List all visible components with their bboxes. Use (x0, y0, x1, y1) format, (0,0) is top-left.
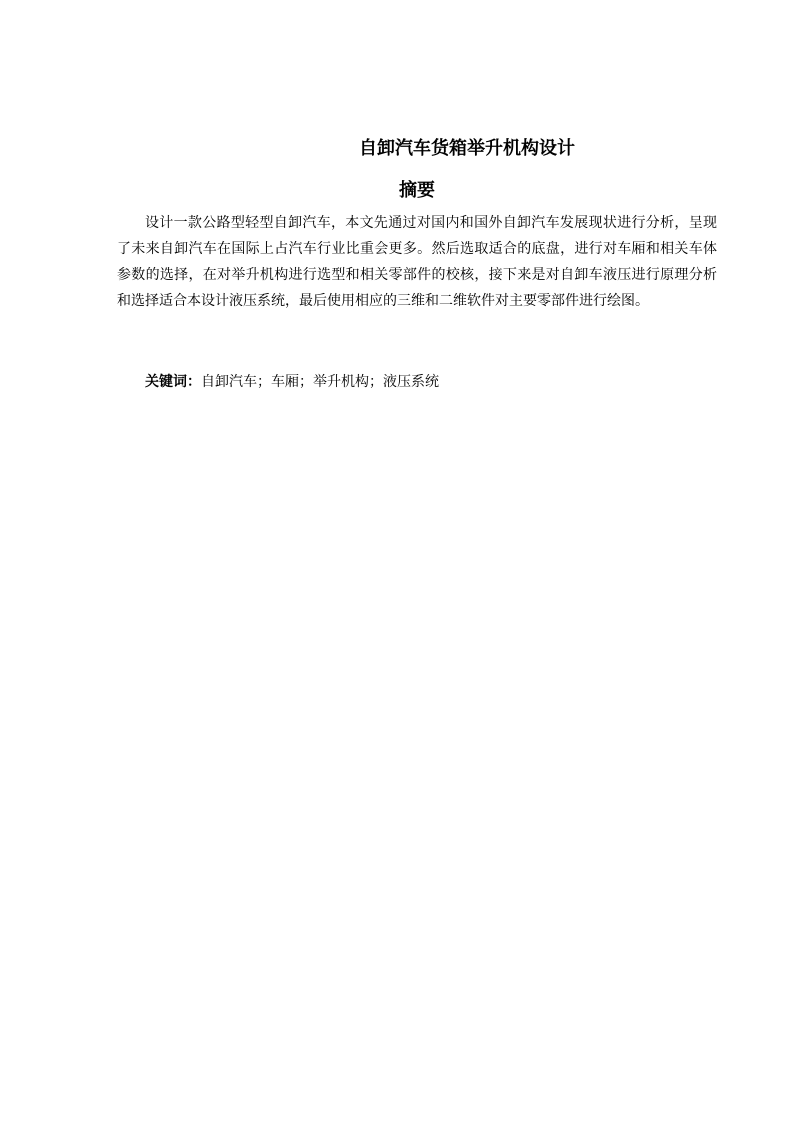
keywords-line (145, 369, 439, 395)
document-title: 自卸汽车货箱举升机构设计 (359, 138, 575, 159)
abstract-heading: 摘要 (399, 180, 435, 201)
abstract-body: 设计一款公路型轻型自卸汽车，本文先通过对国内和国外自卸汽车发展现状进行分析，呈现了未来自卸汽车在国际上占汽车行业比重会更多。然后选取适合的底盘，进行对车厢和相关车体参数的选择，在对举升机构进行选型和相关零部件的校核，接下来是对自卸车液压进行原理分析和选择适合本设计液压系统，最后使用相应的三维和二维软件对主要零部件进行绘图。 (117, 215, 717, 309)
keywords-label: 关键词： (145, 374, 201, 390)
keywords-text: 自卸汽车；车厢；举升机构；液压系统 (201, 374, 439, 390)
